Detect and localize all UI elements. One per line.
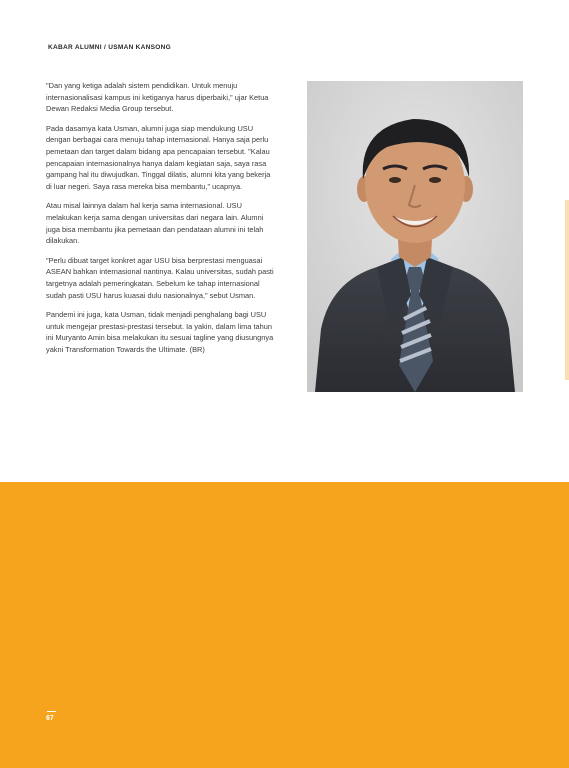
paragraph-3: Atau misal lainnya dalam hal kerja sama internasional. USU melakukan kerja sama dengan universitas dari negara lain. Alumni juga bisa membantu jika pemetaan dan pendataan alumni ini telah dilakukan.: [46, 201, 264, 246]
portrait-illustration: [307, 81, 523, 392]
paragraph-5: Pandemi ini juga, kata Usman, tidak menjadi penghalang bagi USU untuk mengejar prestasi-prestasi tersebut. Ia yakin, dalam lima tahun ini Muryanto Amin bisa melakukan itu sesuai tagline yang diusungnya yakni Transformation Towards the Ultimate. (BR): [46, 310, 274, 354]
paragraph-1: "Dan yang ketiga adalah sistem pendidikan. Untuk menuju internasionalisasi kampus ini ketiganya harus diperbaiki," ujar Ketua Dewan Redaksi Media Group tersebut.: [46, 81, 269, 114]
article-body: [46, 80, 278, 363]
edge-accent-strip: [565, 200, 569, 380]
section-header: KABAR ALUMNI / USMAN KANSONG: [48, 44, 171, 51]
paragraph-4: "Perlu dibuat target konkret agar USU bisa berprestasi menguasai ASEAN bahkan internasional nantinya. Kalau universitas, sudah pasti targetnya adalah pemeringkatan. Sebelum ke tahap internasional sudah pasti USU harus kuasai dulu nasionalnya," sebut Usman.: [46, 255, 274, 300]
page-number-dash: [47, 711, 56, 712]
orange-footer-band: [0, 482, 569, 768]
page-number: 67: [46, 715, 54, 722]
portrait-photo: [307, 81, 523, 392]
paragraph-2: Pada dasarnya kata Usman, alumni juga siap mendukung USU dengan berbagai cara menuju tahap internasional. Hanya saja perlu pemetaan dan target dalam bidang apa pencapaian tersebut. "Kalau pencapaian internasionalnya hanya dalam kegiatan saja, saya rasa gampang hal itu diwujudkan. Tinggal dilatis, alumni kita yang bekerja di luar negeri. Saya rasa mereka bisa membantu," ucapnya.: [46, 123, 271, 191]
